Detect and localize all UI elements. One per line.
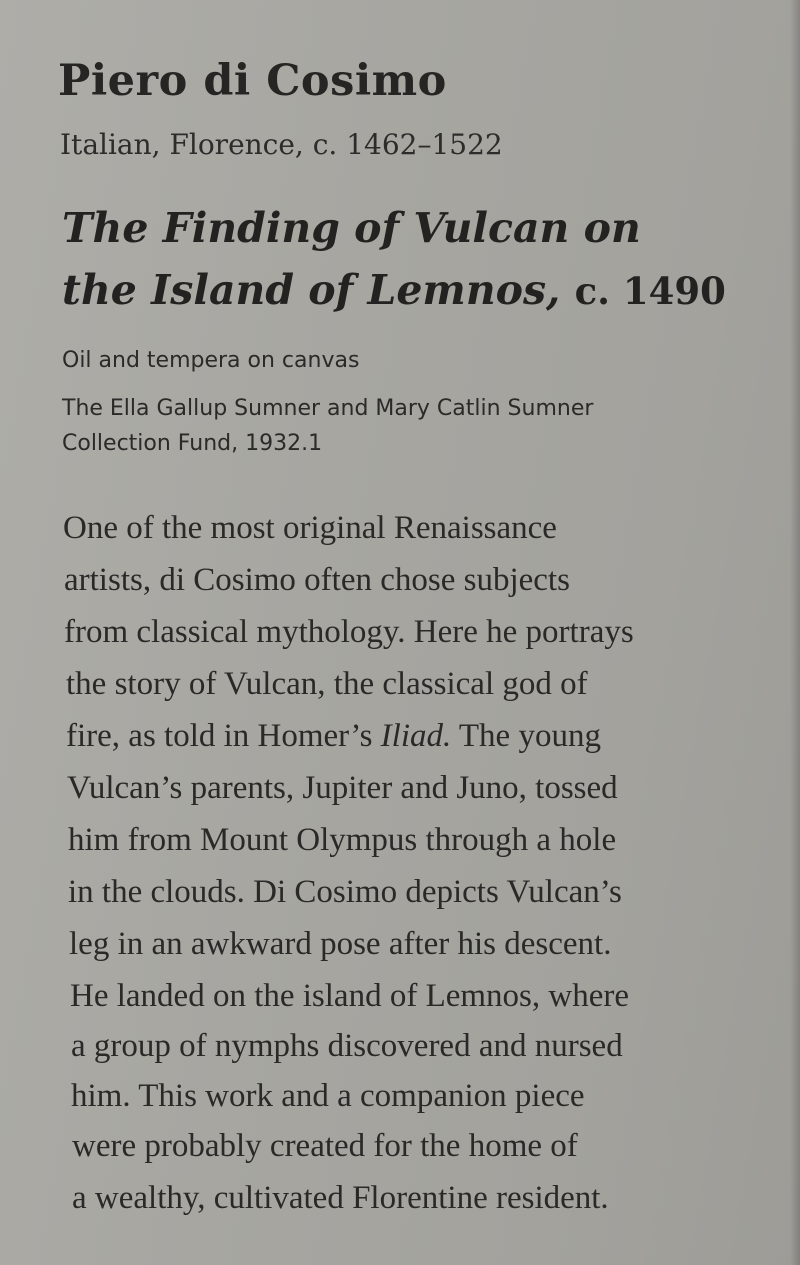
description-line: a group of nymphs discovered and nursed: [71, 1028, 623, 1064]
credit-line-1: The Ella Gallup Sumner and Mary Catlin Sumner: [62, 396, 594, 421]
description-line: him from Mount Olympus through a hole: [68, 822, 617, 858]
artwork-title-line-1: [62, 204, 641, 252]
artwork-title-line-2: [62, 266, 726, 314]
card-edge-shadow: [790, 0, 800, 1265]
iliad-title: Iliad.: [380, 718, 452, 754]
description-line: Vulcan’s parents, Jupiter and Juno, tossed: [67, 770, 618, 806]
artwork-title-text-1: The Finding of Vulcan on: [62, 204, 641, 252]
artwork-title-text-2: the Island of Lemnos,: [62, 266, 561, 314]
description-text: fire, as told in Homer’s: [66, 718, 381, 754]
description-line: One of the most original Renaissance: [63, 510, 557, 546]
credit-line-2: Collection Fund, 1932.1: [62, 431, 323, 456]
artist-details: Italian, Florence, c. 1462–1522: [60, 128, 503, 161]
description-line: in the clouds. Di Cosimo depicts Vulcan’s: [68, 874, 622, 910]
description-text: The young: [451, 718, 601, 754]
description-line: him. This work and a companion piece: [71, 1078, 585, 1114]
description-line: He landed on the island of Lemnos, where: [70, 978, 630, 1014]
description-line: leg in an awkward pose after his descent.: [69, 926, 612, 962]
artist-name: Piero di Cosimo: [58, 56, 447, 106]
description-line: the story of Vulcan, the classical god of: [66, 666, 588, 702]
description-line: artists, di Cosimo often chose subjects: [64, 562, 570, 598]
description-line: [66, 718, 601, 755]
description-line: from classical mythology. Here he portrays: [64, 614, 634, 650]
artwork-medium: Oil and tempera on canvas: [62, 348, 360, 373]
description-line: were probably created for the home of: [72, 1128, 578, 1164]
artwork-date: c. 1490: [574, 269, 726, 313]
description-line: a wealthy, cultivated Florentine resident.: [72, 1180, 609, 1216]
